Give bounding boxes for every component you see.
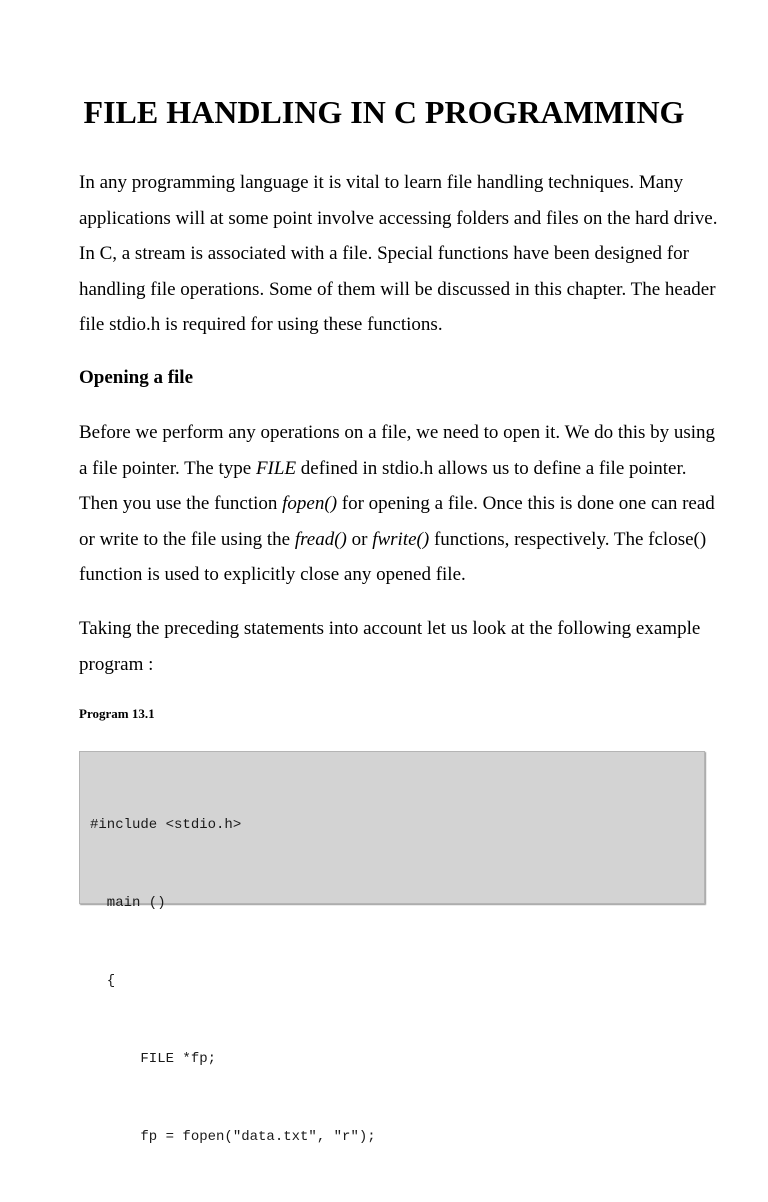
fread-term: fread(): [294, 528, 347, 550]
code-line: FILE *fp;: [90, 1051, 217, 1067]
code-line: #include <stdio.h>: [90, 817, 242, 833]
intro-paragraph: In any programming language it is vital to learn file handling techniques. Many applications will at some point involve accessing folders and files on the hard drive. In C, a stream is associated with a file. Special functions have been designed for handling file operations. Some of them will be discussed in this chapter. The header file stdio.h is required for using these functions.: [79, 172, 718, 335]
code-line: main (): [90, 895, 166, 911]
code-listing: [90, 760, 376, 1202]
fwrite-term: fwrite(): [372, 528, 430, 550]
opening-paragraph: [79, 415, 719, 593]
opening-text-1: Before we perform any operations on a file, we need to open it. We do this by using a file pointer. The type: [79, 422, 716, 479]
opening-text-4: or: [346, 528, 373, 550]
program-caption: Program 13.1: [79, 706, 155, 721]
file-type-term: FILE: [255, 457, 297, 479]
opening-text-2: defined in stdio.h allows us to define a file pointer. Then you use the function: [79, 457, 687, 514]
fopen-term: fopen(): [282, 493, 338, 514]
code-line: {: [90, 973, 116, 989]
page-title: FILE HANDLING IN C PROGRAMMING: [83, 94, 685, 130]
opening-text-3: for opening a file. Once this is done one can read or write to the file using the: [79, 493, 715, 550]
opening-text-5: functions, respectively. The fclose() function is used to explicitly close any opened file.: [79, 528, 707, 585]
code-line: fp = fopen("data.txt", "r");: [90, 1129, 376, 1145]
preceding-paragraph: Taking the preceding statements into account let us look at the following example program :: [79, 618, 701, 675]
section-heading: Opening a file: [79, 367, 194, 388]
code-block: [79, 751, 705, 1145]
